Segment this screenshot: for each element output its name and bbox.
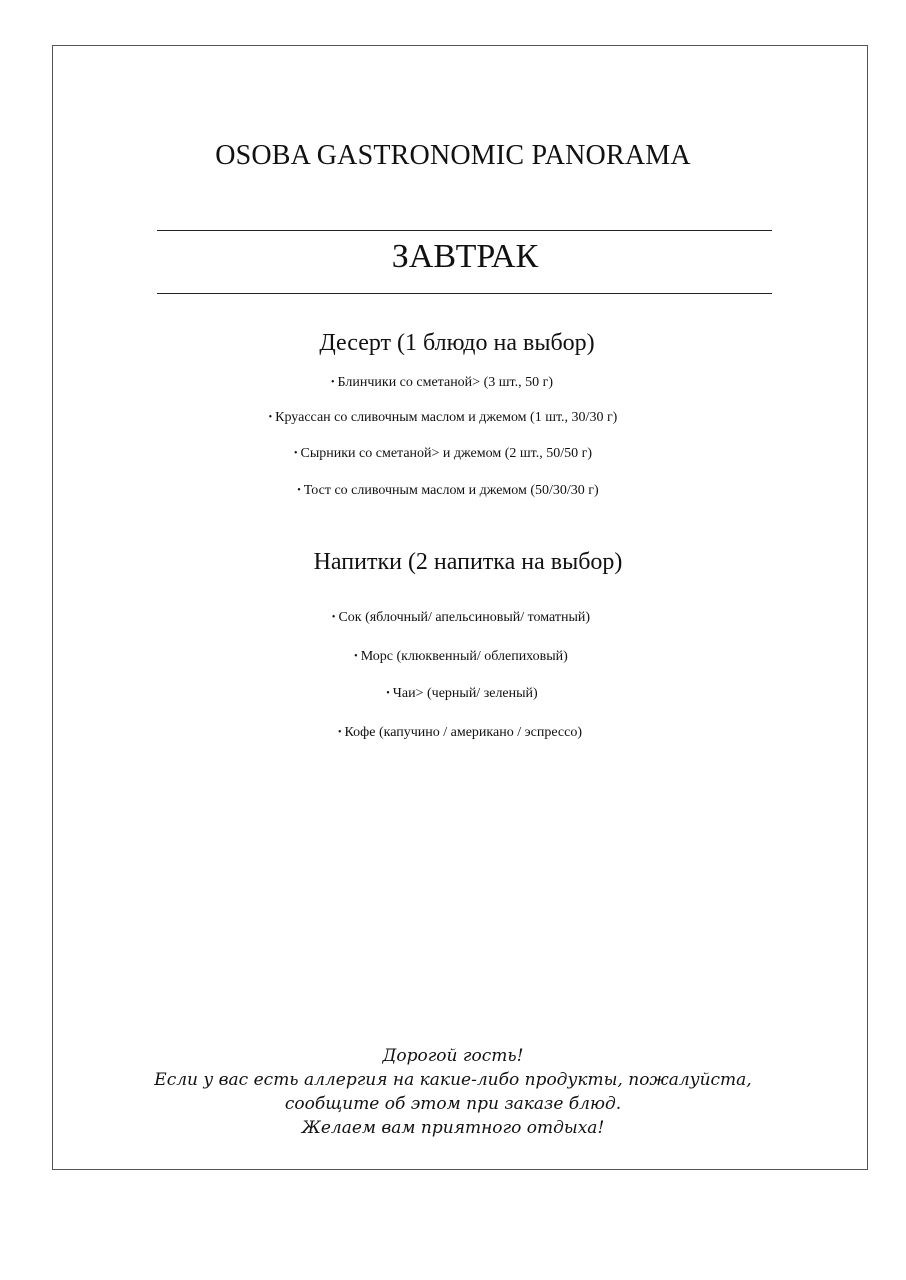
bullet-icon: • [338,727,342,738]
menu-item [10,723,906,743]
menu-item-text: Кофе (капучино / американо / эспрессо) [344,725,582,740]
drinks-section-title: Напитки (2 напитка на выбор) [313,549,623,575]
menu-item-text: Морс (клюквенный/ облепиховый) [360,649,568,664]
bullet-icon: • [268,412,273,423]
bullet-icon: • [297,485,301,496]
menu-item [0,444,893,464]
title-divider-bottom [157,293,772,294]
bullet-icon: • [354,651,358,662]
note-line: сообщите об этом при заказе блюд. [284,1094,622,1114]
menu-item [11,647,906,667]
menu-item [0,408,893,428]
bullet-icon: • [331,612,336,623]
note-greeting: Дорогой гость! [382,1046,524,1066]
menu-item-text: Чаи> (черный/ зеленый) [392,686,538,701]
menu-item-text: Блинчики со сметаной> (3 шт., 50 г) [337,375,553,390]
menu-item-text: Сок (яблочный/ апельсиновый/ томатный) [338,610,591,625]
dessert-section-title: Десерт (1 блюдо на выбор) [319,330,595,356]
note-closing: Желаем вам приятного отдыха! [301,1118,605,1138]
note-line: Если у вас есть аллергия на какие-либо продукты, пожалуйста, [154,1070,752,1090]
menu-item [0,481,898,501]
title-divider-top [157,230,772,231]
menu-item [11,608,906,628]
menu-item-text: Тост со сливочным маслом и джемом (50/30/30 г) [303,483,599,498]
meal-title: ЗАВТРАК [391,238,539,275]
menu-item-text: Круассан со сливочным маслом и джемом (1 шт., 30/30 г) [275,410,618,425]
bullet-icon: • [331,377,335,388]
bullet-icon: • [386,688,390,699]
menu-item [0,373,892,393]
bullet-icon: • [294,448,298,459]
allergy-note [0,1044,906,1140]
restaurant-name: OSOBA GASTRONOMIC PANORAMA [215,140,691,171]
menu-item [12,684,906,704]
menu-item-text: Сырники со сметаной> и джемом (2 шт., 50/50 г) [300,446,592,461]
